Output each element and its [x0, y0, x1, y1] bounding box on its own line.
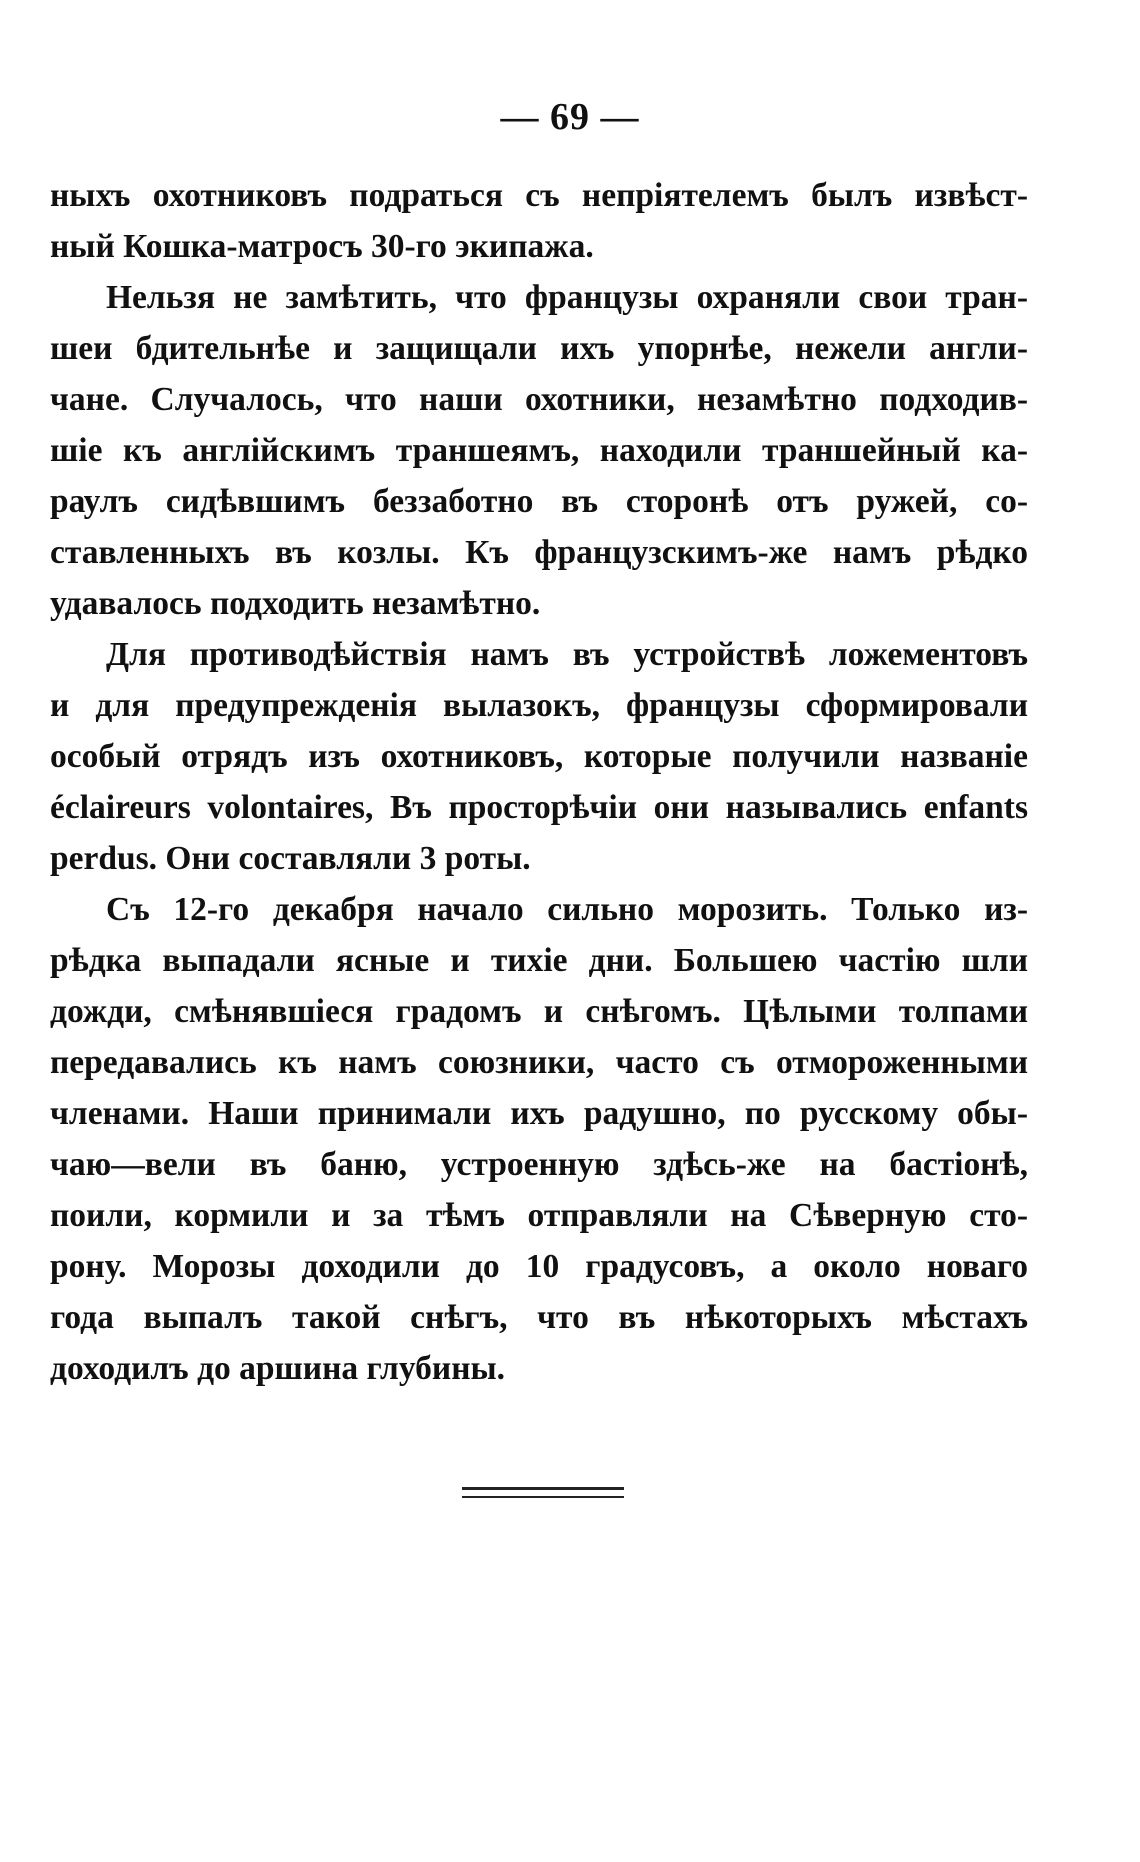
text-line: поили, кормили и за тѣмъ отправляли на Сѣверную сто-	[50, 1197, 1028, 1234]
text-line: особый отрядъ изъ охотниковъ, которые получили названіе	[50, 738, 1028, 775]
text-line: perdus. Они составляли 3 роты.	[50, 840, 531, 877]
page-number: — 69 —	[500, 96, 640, 138]
text-line: чаю—вели въ баню, устроенную здѣсь-же на бастіонѣ,	[50, 1146, 1028, 1183]
text-line: шіе къ англійскимъ траншеямъ, находили траншейный ка-	[50, 432, 1028, 469]
text-line: и для предупрежденія вылазокъ, французы сформировали	[50, 687, 1028, 724]
text-line: éclaireurs volontaires, Въ просторѣчіи они назывались enfants	[50, 789, 1028, 826]
text-line: чане. Случалось, что наши охотники, незамѣтно подходив-	[50, 381, 1028, 418]
text-line: Нельзя не замѣтить, что французы охраняли свои тран-	[106, 279, 1028, 316]
section-divider-line	[462, 1496, 624, 1498]
body-text	[50, 170, 1028, 1394]
text-line: удавалось подходить незамѣтно.	[50, 585, 541, 622]
text-line: передавались къ намъ союзники, часто съ отмороженными	[50, 1044, 1028, 1081]
text-line: дожди, смѣнявшіеся градомъ и снѣгомъ. Цѣлыми толпами	[50, 993, 1028, 1030]
text-line: рѣдка выпадали ясные и тихіе дни. Большею частію шли	[50, 942, 1028, 979]
text-line: ныхъ охотниковъ подраться съ непріятелемъ былъ извѣст-	[50, 177, 1028, 214]
text-line: членами. Наши принимали ихъ радушно, по русскому обы-	[50, 1095, 1028, 1132]
text-line: доходилъ до аршина глубины.	[50, 1350, 506, 1387]
text-line: ный Кошка-матросъ 30-го экипажа.	[50, 228, 594, 265]
text-line: ставленныхъ въ козлы. Къ французскимъ-же намъ рѣдко	[50, 534, 1028, 571]
text-line: года выпалъ такой снѣгъ, что въ нѣкоторыхъ мѣстахъ	[50, 1299, 1028, 1336]
text-line: Для противодѣйствія намъ въ устройствѣ ложементовъ	[106, 636, 1028, 673]
text-line: Съ 12-го декабря начало сильно морозить. Только из-	[106, 891, 1028, 928]
section-divider-line	[462, 1487, 624, 1490]
text-line: раулъ сидѣвшимъ беззаботно въ сторонѣ отъ ружей, со-	[50, 483, 1028, 520]
text-line: шеи бдительнѣе и защищали ихъ упорнѣе, нежели англи-	[50, 330, 1028, 367]
text-line: рону. Морозы доходили до 10 градусовъ, а около новаго	[50, 1248, 1028, 1285]
